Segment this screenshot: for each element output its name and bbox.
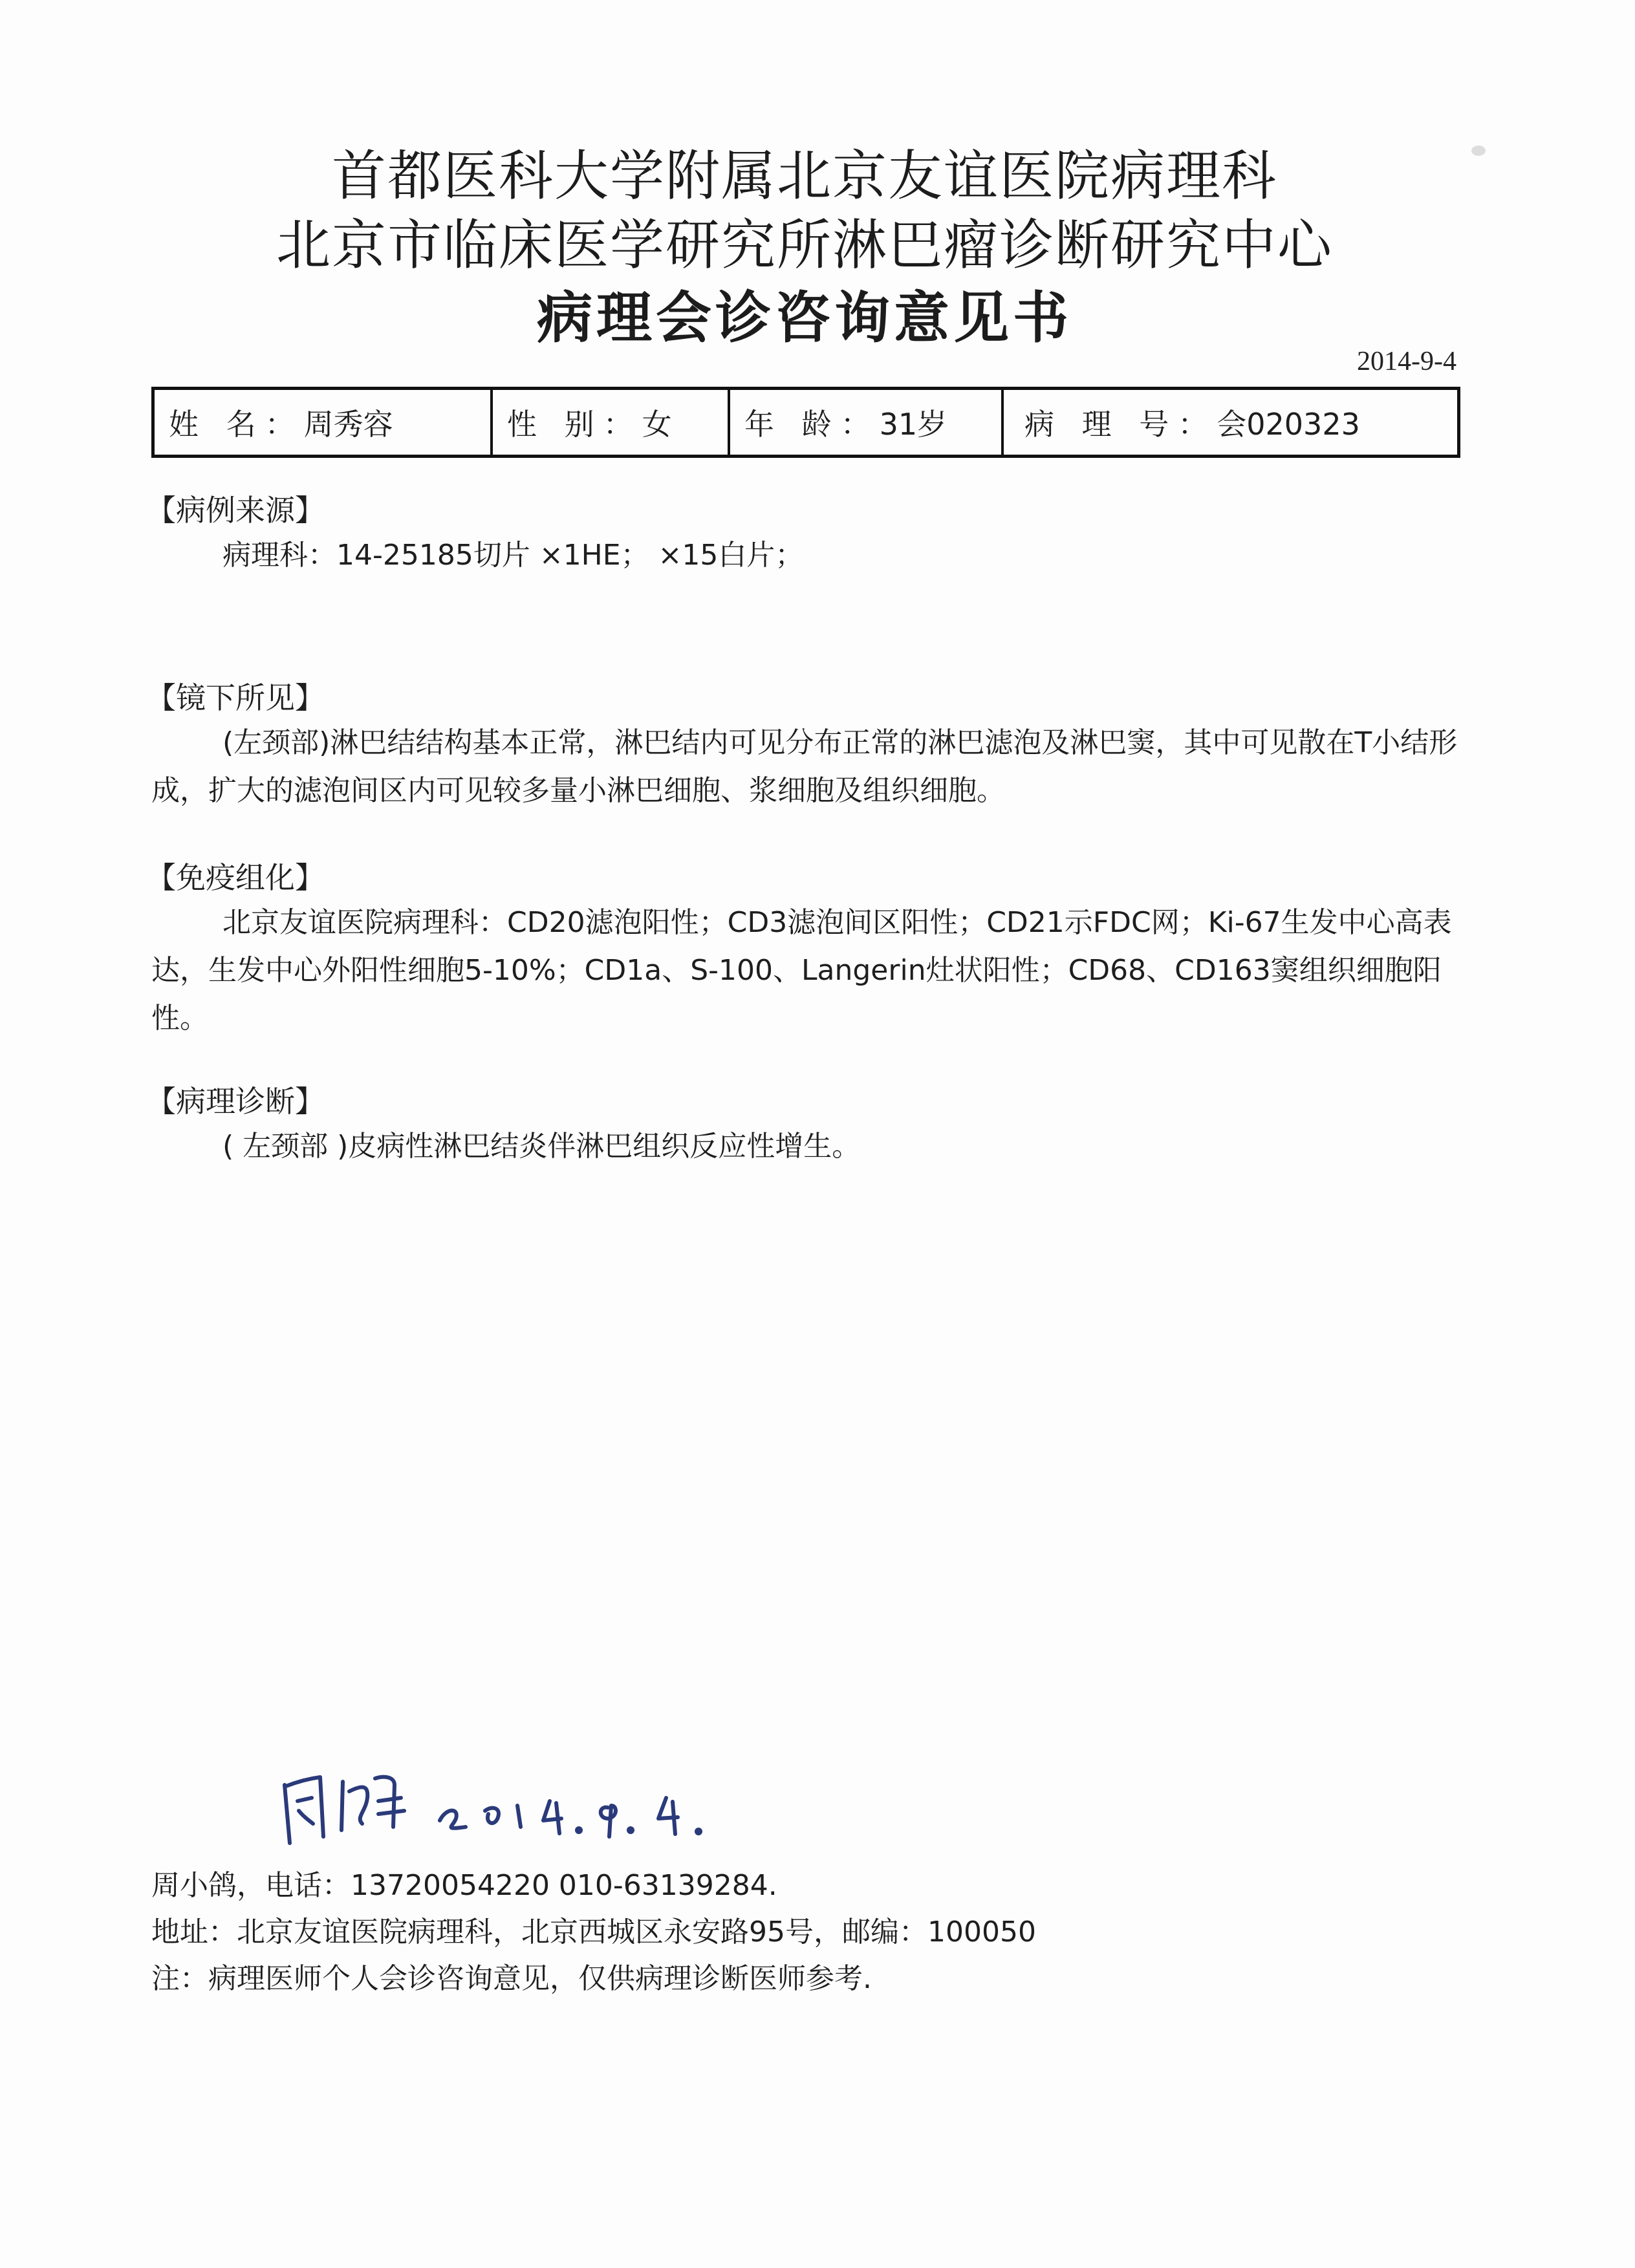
- patient-name-cell: [155, 390, 493, 455]
- patient-age-cell: [730, 390, 1004, 455]
- research-center-heading: 北京市临床医学研究所淋巴瘤诊断研究中心: [276, 213, 1333, 277]
- footer: [151, 1863, 1510, 2002]
- separator: ：: [840, 407, 871, 442]
- immunohistochemistry-title: 【免疫组化】: [146, 860, 325, 895]
- separator: ：: [603, 407, 633, 442]
- address-line: 地址：北京友谊医院病理科，北京西城区永安路95号，邮编：100050: [151, 1916, 1036, 1949]
- patient-age-value: 31岁: [879, 407, 947, 442]
- microscopy-section: [146, 676, 1471, 815]
- patient-sex-value: 女: [642, 407, 672, 442]
- immunohistochemistry-section: [146, 856, 1471, 1042]
- pathology-number-value: 会020323: [1217, 407, 1360, 442]
- microscopy-text: (左颈部)淋巴结结构基本正常，淋巴结内可见分布正常的淋巴滤泡及淋巴窦，其中可见散在T小结形成，扩大的滤泡间区内可见较多量小淋巴细胞、浆细胞及组织细胞。: [151, 726, 1458, 807]
- case-source-section: [146, 489, 1471, 579]
- patient-name-value: 周秀容: [303, 407, 393, 442]
- contact-line: 周小鸽，电话：13720054220 010-63139284.: [151, 1869, 777, 1902]
- document-title: 病理会诊咨询意见书: [537, 286, 1072, 351]
- patient-sex-cell: [493, 390, 730, 455]
- patient-sex-label: 性 别: [507, 407, 603, 442]
- report-date: 2014-9-4: [1357, 347, 1456, 376]
- case-source-text: 病理科：14-25185切片 ×1HE； ×15白片；: [222, 539, 804, 572]
- case-source-title: 【病例来源】: [146, 493, 325, 528]
- pathology-number-label: 病 理 号: [1024, 407, 1178, 442]
- separator: ：: [265, 407, 295, 442]
- separator: ：: [1178, 407, 1208, 442]
- disclaimer-note: 注：病理医师个人会诊咨询意见，仅供病理诊断医师参考.: [151, 1962, 872, 1995]
- pathology-number-cell: [1004, 390, 1457, 455]
- patient-name-label: 姓 名: [169, 407, 265, 442]
- diagnosis-text: ( 左颈部 )皮病性淋巴结炎伴淋巴组织反应性增生。: [222, 1130, 861, 1163]
- immunohistochemistry-text: 北京友谊医院病理科：CD20滤泡阳性；CD3滤泡间区阳性；CD21示FDC网；Ki-67生发中心高表达，生发中心外阳性细胞5-10%；CD1a、S-100、Langerin灶状阳性；CD68、CD163窦组织细胞阳性。: [151, 906, 1452, 1035]
- patient-info-table: [151, 387, 1460, 458]
- microscopy-title: 【镜下所见】: [146, 680, 325, 715]
- hospital-department-heading: 首都医科大学附属北京友谊医院病理科: [331, 144, 1277, 208]
- diagnosis-title: 【病理诊断】: [146, 1084, 325, 1119]
- handwritten-signature: [272, 1746, 789, 1863]
- patient-age-label: 年 龄: [744, 407, 841, 442]
- diagnosis-section: [146, 1080, 1471, 1171]
